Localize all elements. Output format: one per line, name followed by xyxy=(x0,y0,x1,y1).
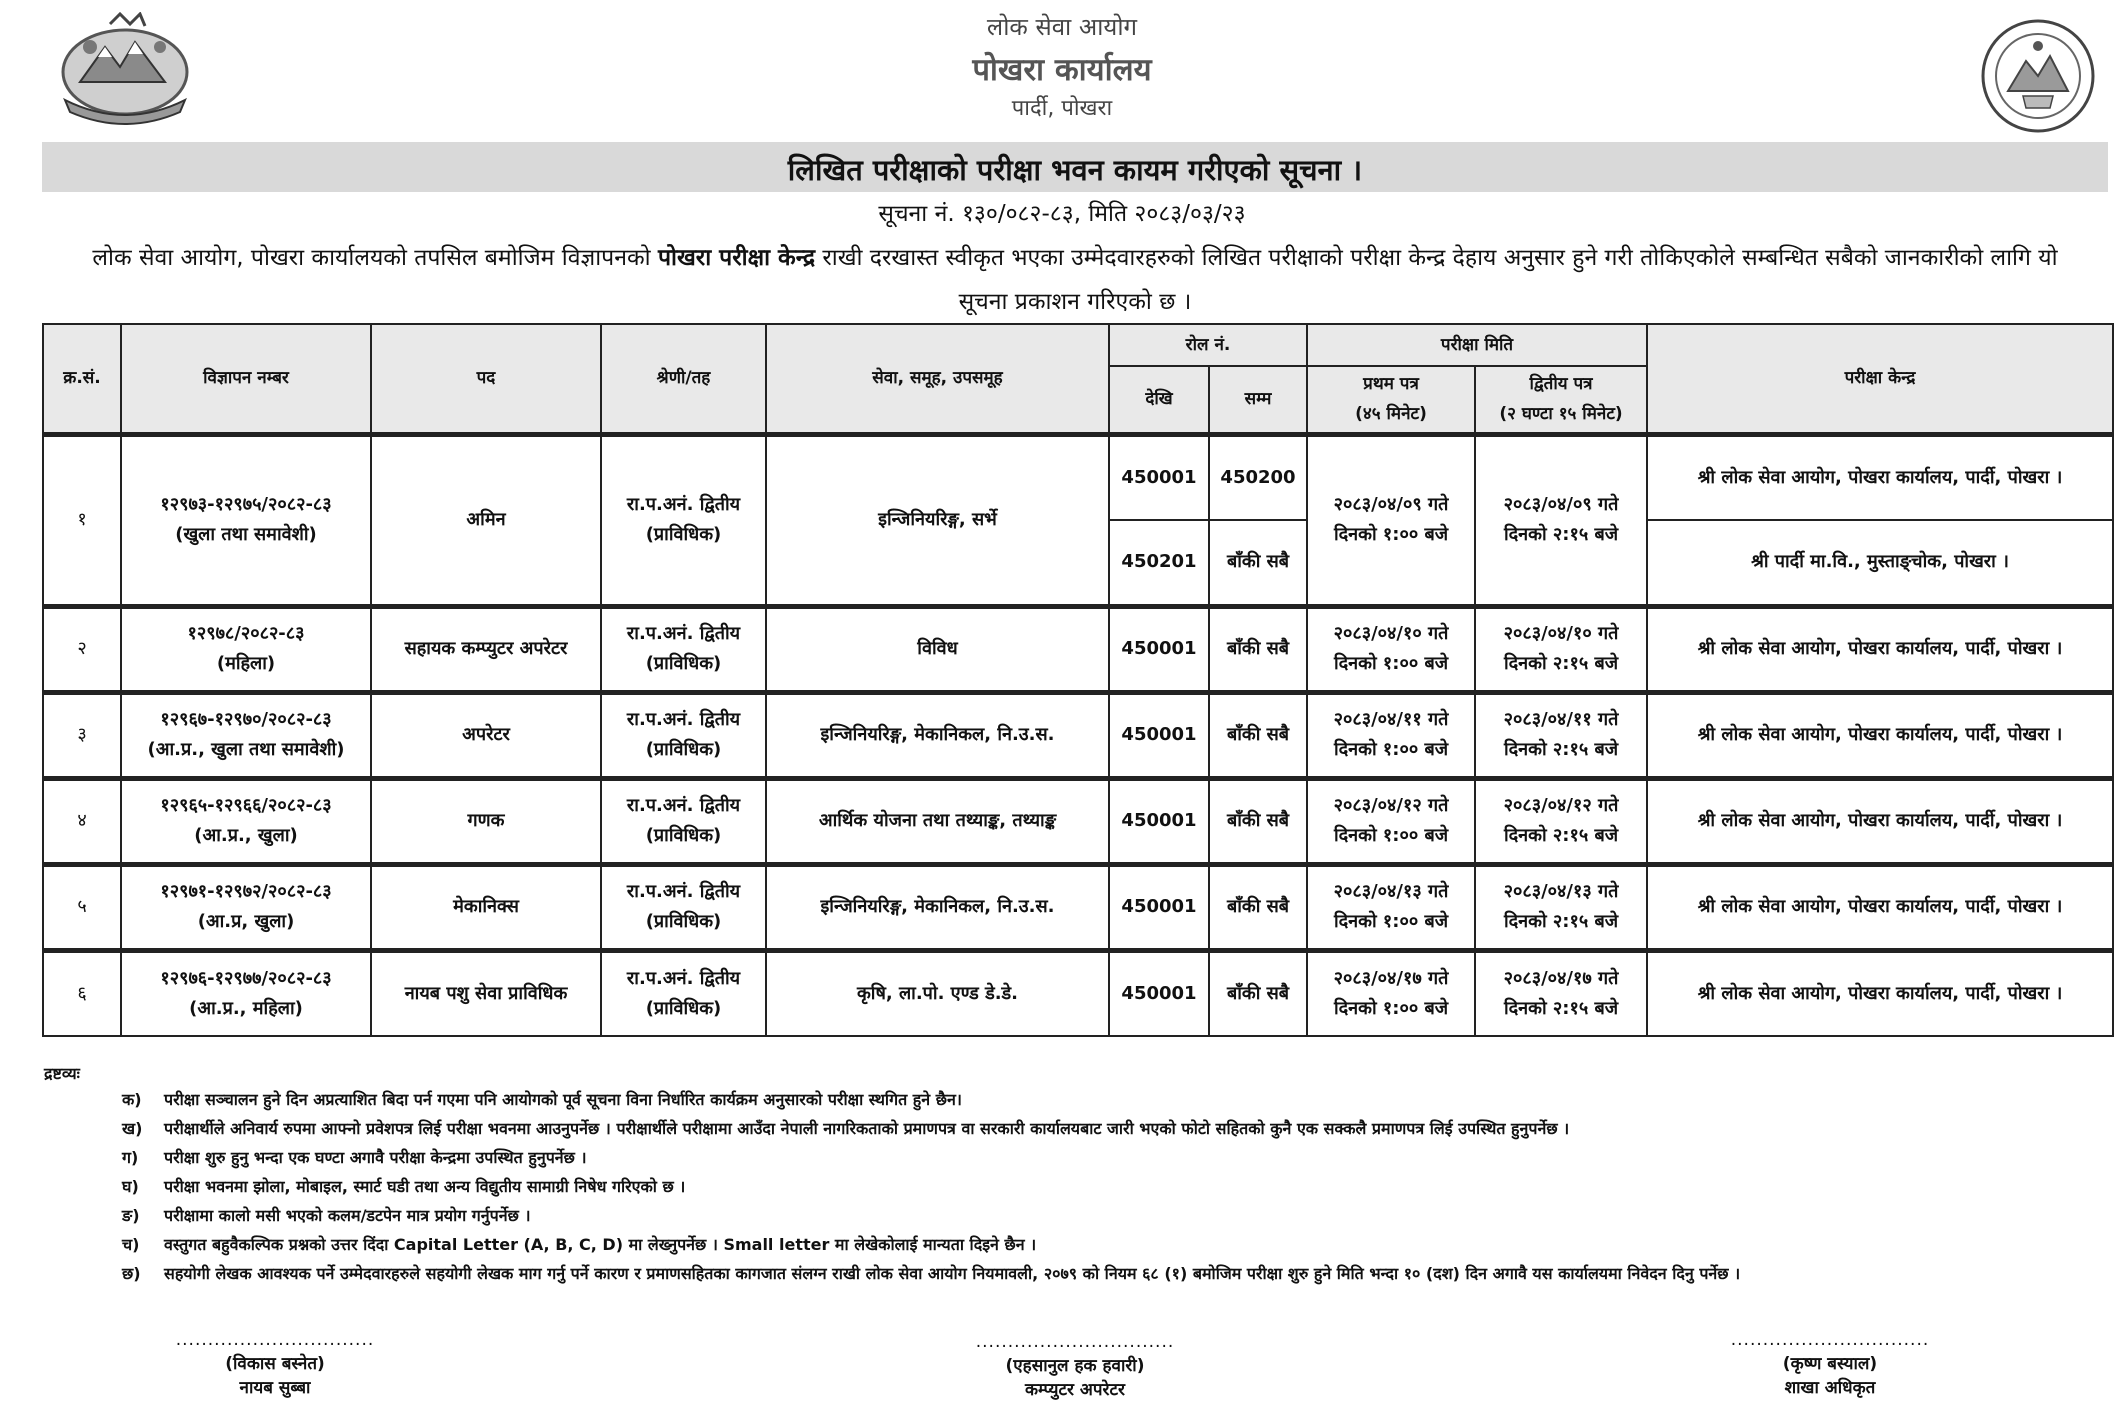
cell-service: इन्जिनियरिङ्ग, मेकानिकल, नि.उ.स. xyxy=(766,864,1109,950)
signatory-name: (एहसानुल हक हवारी) xyxy=(1005,1356,1145,1376)
header-service: सेवा, समूह, उपसमूह xyxy=(766,324,1109,434)
cell-roll-from: 450001 xyxy=(1109,692,1209,778)
office-address: पार्दी, पोखरा xyxy=(1011,96,1113,121)
header-roll: रोल नं. xyxy=(1109,324,1307,366)
cell-sn: २ xyxy=(43,606,121,692)
notice-title: लिखित परीक्षाको परीक्षा भवन कायम गरीएको सूचना । xyxy=(787,153,1363,187)
cell-roll-from: 450001 xyxy=(1109,778,1209,864)
signatory-name: (कृष्ण बस्याल) xyxy=(1782,1354,1878,1374)
cell-paper-1: २०८३/०४/१२ गते दिनको १:०० बजे xyxy=(1307,778,1475,864)
note-item: ग) परीक्षा शुरु हुनु भन्दा एक घण्टा अगावै परीक्षा केन्द्रमा उपस्थित हुनुपर्नेछ । xyxy=(122,1148,587,1167)
cell-paper-1: २०८३/०४/११ गते दिनको १:०० बजे xyxy=(1307,692,1475,778)
intro-part-2: राखी दरखास्त स्वीकृत भएका उम्मेदवारहरुको लिखित परीक्षाको परीक्षा केन्द्र देहाय अनुसार हुने गरी तोकिएकोले सम्बन्धित सबैको जानकारीको लागि यो xyxy=(815,245,2058,271)
cell-roll-from: 450001 xyxy=(1109,950,1209,1036)
signatory-designation: शाखा अधिकृत xyxy=(1784,1378,1876,1398)
cell-paper-1: २०८३/०४/०९ गते दिनको १:०० बजे xyxy=(1307,434,1475,606)
cell-paper-2: २०८३/०४/१३ गते दिनको २:१५ बजे xyxy=(1475,864,1647,950)
header-post: पद xyxy=(371,324,601,434)
cell-roll-to: बाँकी सबै xyxy=(1209,778,1307,864)
cell-post: नायब पशु सेवा प्राविधिक xyxy=(371,950,601,1036)
office-name: पोखरा कार्यालय xyxy=(972,52,1152,88)
cell-post: मेकानिक्स xyxy=(371,864,601,950)
cell-roll-to: बाँकी सबै xyxy=(1209,864,1307,950)
table-row xyxy=(43,950,2113,1036)
note-item: ख) परीक्षार्थीले अनिवार्य रुपमा आफ्नो प्रवेशपत्र लिई परीक्षा भवनमा आउनुपर्नेछ । परीक्षार्थीले परीक्षामा आउँदा नेपाली नागरिकताको प्रमाणपत्र वा सरकारी कार्यालयबाट जारी भएको फोटो सहितको कुनै एक सक्कलै प्रमाणपत्र लिई उपस्थित हुनुपर्नेछ । xyxy=(122,1119,1570,1138)
notice-reference: सूचना नं. १३०/०८२-८३, मिति २०८३/०३/२३ xyxy=(878,201,1246,227)
table-row xyxy=(43,778,2113,864)
cell-centre: श्री लोक सेवा आयोग, पोखरा कार्यालय, पार्दी, पोखरा । xyxy=(1647,864,2113,950)
note-item: छ) सहयोगी लेखक आवश्यक पर्ने उम्मेदवारहरुले सहयोगी लेखक माग गर्नु पर्ने कारण र प्रमाणसहितका कागजात संलग्न राखी लोक सेवा आयोग नियमावली, २०७९ को नियम ६८ (१) बमोजिम परीक्षा शुरु हुने मिति भन्दा १० (दश) दिन अगावै यस कार्यालयमा निवेदन दिनु पर्नेछ । xyxy=(122,1264,1741,1283)
signature-block: ............................... (कृष्ण बस्याल) शाखा अधिकृत xyxy=(1680,1328,1980,1400)
psc-logo-icon xyxy=(1968,16,2108,136)
header-centre: परीक्षा केन्द्र xyxy=(1647,324,2113,434)
cell-level: रा.प.अनं. द्वितीय (प्राविधिक) xyxy=(601,778,766,864)
cell-post: अपरेटर xyxy=(371,692,601,778)
note-item: क) परीक्षा सञ्चालन हुने दिन अप्रत्याशित बिदा पर्न गएमा पनि आयोगको पूर्व सूचना विना निर्धारित कार्यक्रम अनुसारको परीक्षा स्थगित हुने छैन। xyxy=(122,1090,962,1109)
cell-roll-to: बाँकी सबै xyxy=(1209,606,1307,692)
note-item: ङ) परीक्षामा कालो मसी भएको कलम/डटपेन मात्र प्रयोग गर्नुपर्नेछ । xyxy=(122,1206,531,1225)
header-adv-no: विज्ञापन नम्बर xyxy=(121,324,371,434)
notice-title-bar xyxy=(42,142,2108,192)
cell-roll-to: बाँकी सबै xyxy=(1209,950,1307,1036)
cell-centre: श्री लोक सेवा आयोग, पोखरा कार्यालय, पार्दी, पोखरा । xyxy=(1647,606,2113,692)
cell-service: विविध xyxy=(766,606,1109,692)
cell-adv-no: १२९७६-१२९७७/२०८२-८३ (आ.प्र., महिला) xyxy=(121,950,371,1036)
intro-part-1: लोक सेवा आयोग, पोखरा कार्यालयको तपसिल बमोजिम विज्ञापनको xyxy=(92,245,658,271)
cell-level: रा.प.अनं. द्वितीय (प्राविधिक) xyxy=(601,434,766,606)
cell-adv-no: १२९६७-१२९७०/२०८२-८३ (आ.प्र., खुला तथा समावेशी) xyxy=(121,692,371,778)
cell-roll-from: 450001 xyxy=(1109,864,1209,950)
cell-paper-2: २०८३/०४/१० गते दिनको २:१५ बजे xyxy=(1475,606,1647,692)
signatory-designation: नायब सुब्बा xyxy=(239,1378,311,1398)
header-exam-date: परीक्षा मिति xyxy=(1307,324,1647,366)
cell-sn: ४ xyxy=(43,778,121,864)
signatory-designation: कम्प्युटर अपरेटर xyxy=(1024,1380,1125,1400)
cell-centre: श्री लोक सेवा आयोग, पोखरा कार्यालय, पार्दी, पोखरा । xyxy=(1647,950,2113,1036)
cell-adv-no: १२९७१-१२९७२/२०८२-८३ (आ.प्र, खुला) xyxy=(121,864,371,950)
signature-block: ............................... (एहसानुल हक हवारी) कम्प्युटर अपरेटर xyxy=(925,1330,1225,1402)
cell-paper-1: २०८३/०४/१३ गते दिनको १:०० बजे xyxy=(1307,864,1475,950)
cell-centre: श्री लोक सेवा आयोग, पोखरा कार्यालय, पार्दी, पोखरा । xyxy=(1647,434,2113,520)
table-row xyxy=(43,434,2113,520)
cell-post: गणक xyxy=(371,778,601,864)
header-paper-2: द्वितीय पत्र (२ घण्टा १५ मिनेट) xyxy=(1475,366,1647,434)
cell-service: कृषि, ला.पो. एण्ड डे.डे. xyxy=(766,950,1109,1036)
cell-paper-2: २०८३/०४/११ गते दिनको २:१५ बजे xyxy=(1475,692,1647,778)
cell-paper-2: २०८३/०४/१७ गते दिनको २:१५ बजे xyxy=(1475,950,1647,1036)
cell-post: सहायक कम्प्युटर अपरेटर xyxy=(371,606,601,692)
notice-intro xyxy=(42,236,2108,324)
table-row xyxy=(43,692,2113,778)
cell-adv-no: १२९७८/२०८२-८३ (महिला) xyxy=(121,606,371,692)
header-roll-to: सम्म xyxy=(1209,366,1307,434)
cell-sn: ३ xyxy=(43,692,121,778)
cell-paper-2: २०८३/०४/०९ गते दिनको २:१५ बजे xyxy=(1475,434,1647,606)
cell-centre: श्री लोक सेवा आयोग, पोखरा कार्यालय, पार्दी, पोखरा । xyxy=(1647,778,2113,864)
cell-centre: श्री लोक सेवा आयोग, पोखरा कार्यालय, पार्दी, पोखरा । xyxy=(1647,692,2113,778)
cell-paper-2: २०८३/०४/१२ गते दिनको २:१५ बजे xyxy=(1475,778,1647,864)
note-item: घ) परीक्षा भवनमा झोला, मोबाइल, स्मार्ट घडी तथा अन्य विद्युतीय सामाग्री निषेध गरिएको छ । xyxy=(122,1177,686,1196)
header-roll-from: देखि xyxy=(1109,366,1209,434)
intro-exam-centre: पोखरा परीक्षा केन्द्र xyxy=(657,245,816,271)
cell-post: अमिन xyxy=(371,434,601,606)
cell-sn: १ xyxy=(43,434,121,606)
cell-roll-from: 450001 xyxy=(1109,434,1209,520)
cell-service: इन्जिनियरिङ्ग, सर्भे xyxy=(766,434,1109,606)
cell-level: रा.प.अनं. द्वितीय (प्राविधिक) xyxy=(601,692,766,778)
cell-centre: श्री पार्दी मा.वि., मुस्ताङ्चोक, पोखरा । xyxy=(1647,520,2113,606)
cell-paper-1: २०८३/०४/१७ गते दिनको १:०० बजे xyxy=(1307,950,1475,1036)
cell-roll-to: बाँकी सबै xyxy=(1209,692,1307,778)
cell-service: इन्जिनियरिङ्ग, मेकानिकल, नि.उ.स. xyxy=(766,692,1109,778)
cell-level: रा.प.अनं. द्वितीय (प्राविधिक) xyxy=(601,606,766,692)
cell-sn: ६ xyxy=(43,950,121,1036)
cell-roll-to: 450200 xyxy=(1209,434,1307,520)
header-sn: क्र.सं. xyxy=(43,324,121,434)
notes-heading: द्रष्टव्यः xyxy=(44,1064,80,1083)
cell-roll-from: 450001 xyxy=(1109,606,1209,692)
intro-line-2: सूचना प्रकाशन गरिएको छ । xyxy=(958,289,1192,315)
cell-level: रा.प.अनं. द्वितीय (प्राविधिक) xyxy=(601,950,766,1036)
cell-adv-no: १२९६५-१२९६६/२०८२-८३ (आ.प्र., खुला) xyxy=(121,778,371,864)
org-name: लोक सेवा आयोग xyxy=(986,13,1138,41)
table-row xyxy=(43,606,2113,692)
exam-centre-table xyxy=(42,323,2114,1037)
signatory-name: (विकास बस्नेत) xyxy=(225,1354,325,1374)
cell-roll-to: बाँकी सबै xyxy=(1209,520,1307,606)
header-paper-1: प्रथम पत्र (४५ मिनेट) xyxy=(1307,366,1475,434)
cell-roll-from: 450201 xyxy=(1109,520,1209,606)
header-level: श्रेणी/तह xyxy=(601,324,766,434)
cell-paper-1: २०८३/०४/१० गते दिनको १:०० बजे xyxy=(1307,606,1475,692)
cell-adv-no: १२९७३-१२९७५/२०८२-८३ (खुला तथा समावेशी) xyxy=(121,434,371,606)
cell-sn: ५ xyxy=(43,864,121,950)
table-row xyxy=(43,864,2113,950)
cell-level: रा.प.अनं. द्वितीय (प्राविधिक) xyxy=(601,864,766,950)
cell-service: आर्थिक योजना तथा तथ्याङ्क, तथ्याङ्क xyxy=(766,778,1109,864)
note-item: च) वस्तुगत बहुवैकल्पिक प्रश्नको उत्तर दिंदा Capital Letter (A, B, C, D) मा लेख्नुपर्नेछ । Small letter मा लेखेकोलाई मान्यता दिइने छैन । xyxy=(122,1235,1037,1254)
signature-block: ............................... (विकास बस्नेत) नायब सुब्बा xyxy=(125,1328,425,1400)
